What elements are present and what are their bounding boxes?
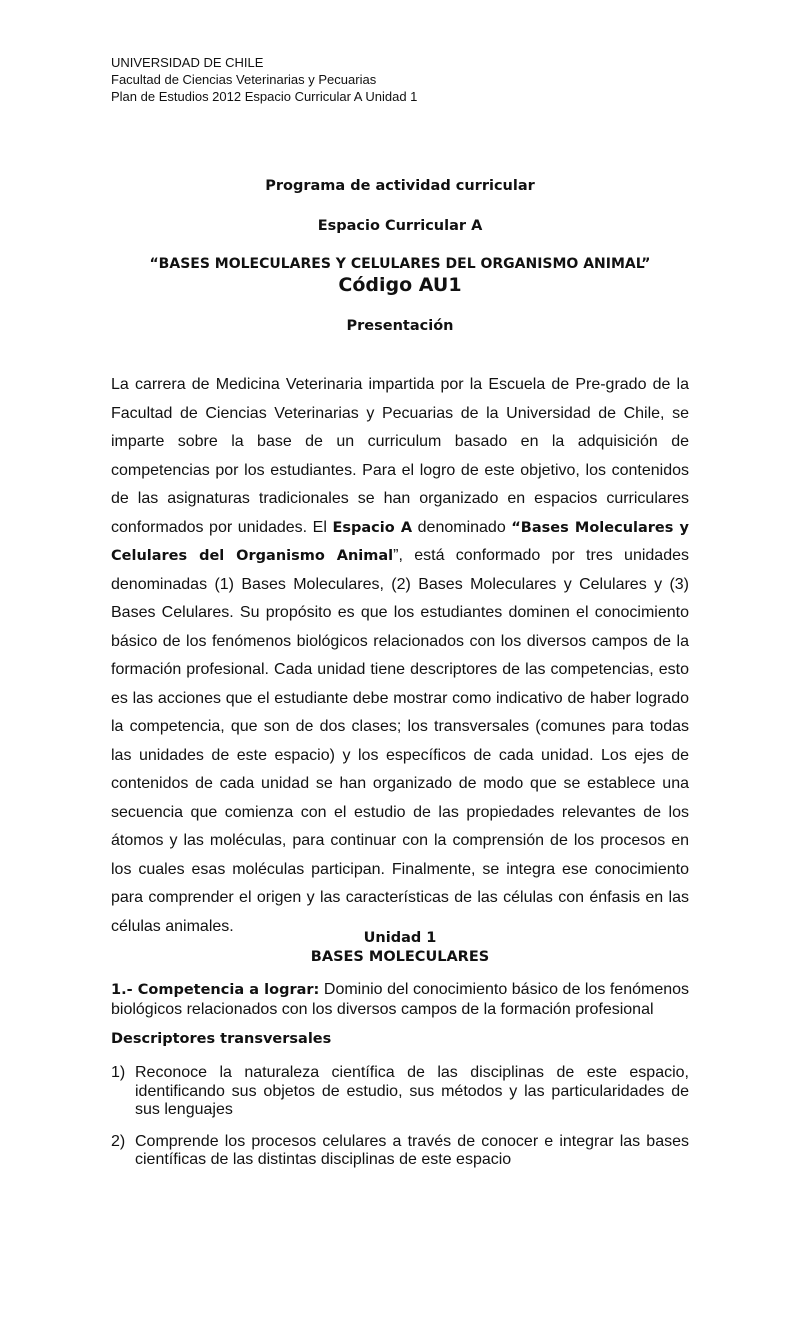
- header-plan: Plan de Estudios 2012 Espacio Curricular A Unidad 1: [111, 89, 418, 104]
- list-item-text: Reconoce la naturaleza científica de las disciplinas de este espacio, identificando sus objetos de estudio, sus métodos y las particularidades de sus lenguajes: [135, 1064, 689, 1118]
- list-item-number: 2): [111, 1132, 126, 1150]
- program-title: Programa de actividad curricular: [265, 178, 535, 194]
- header-university: UNIVERSIDAD DE CHILE: [111, 55, 264, 70]
- curricular-space-title: Espacio Curricular A: [317, 218, 483, 234]
- unit-name: BASES MOLECULARES: [310, 949, 490, 965]
- list-item-text: Comprende los procesos celulares a través de conocer e integrar las bases científicas de las distintas disciplinas de este espacio: [135, 1132, 689, 1168]
- list-item: [111, 1064, 689, 1120]
- course-code: Código AU1: [338, 274, 462, 296]
- header-faculty: Facultad de Ciencias Veterinarias y Pecuarias: [111, 72, 377, 87]
- competencia-text: Dominio del conocimiento básico de los fenómenos biológicos relacionados con los diversos campos de la formación profesional: [111, 981, 690, 1018]
- presentation-heading: Presentación: [346, 318, 454, 334]
- presentation-text-2: denominado: [412, 518, 512, 536]
- presentation-bold-nombre: “Bases Moleculares y Celulares del Organismo Animal: [111, 519, 690, 564]
- course-name: “BASES MOLECULARES Y CELULARES DEL ORGANISMO ANIMAL”: [149, 256, 651, 272]
- unit-label: Unidad 1: [363, 930, 437, 946]
- presentation-text-1: La carrera de Medicina Veterinaria impartida por la Escuela de Pre-grado de la Facultad de Ciencias Veterinarias y Pecuarias de la Universidad de Chile, se imparte sobre la base de un curriculum basado en la adquisición de competencias por los estudiantes. Para el logro de este objetivo, los contenidos de las asignaturas tradicionales se han organizado en espacios curriculares conformados por unidades. El: [111, 376, 689, 536]
- presentation-bold-espacio: Espacio A: [332, 519, 413, 536]
- descriptores-list: [111, 1064, 689, 1183]
- descriptores-heading: Descriptores transversales: [111, 1031, 332, 1047]
- competencia-paragraph: [111, 980, 689, 1019]
- presentation-text-3: ”, está conformado por tres unidades denominadas (1) Bases Moleculares, (2) Bases Moleculares y Celulares y (3) Bases Celulares. Su propósito es que los estudiantes dominen el conocimiento básico de los fenómenos biológicos relacionados con los diversos campos de la formación profesional. Cada unidad tiene descriptores de las competencias, esto es las acciones que el estudiante debe mostrar como indicativo de haber logrado la competencia, que son de dos clases; los transversales (comunes para todas las unidades de este espacio) y los específicos de cada unidad. Los ejes de contenidos de cada unidad se han organizado de modo que se establece una secuencia que comienza con el estudio de las propiedades relevantes de los átomos y las moléculas, para continuar con la comprensión de los procesos en los cuales esas moléculas participan. Finalmente, se integra ese conocimiento para comprender el origen y las características de las células con énfasis en las células animales.: [111, 547, 689, 935]
- competencia-label: 1.- Competencia a lograr:: [111, 982, 320, 998]
- list-item-number: 1): [111, 1064, 126, 1081]
- list-item: [111, 1133, 689, 1170]
- presentation-paragraph: [111, 371, 689, 941]
- unit-heading: [111, 929, 689, 967]
- document-header: [111, 54, 417, 105]
